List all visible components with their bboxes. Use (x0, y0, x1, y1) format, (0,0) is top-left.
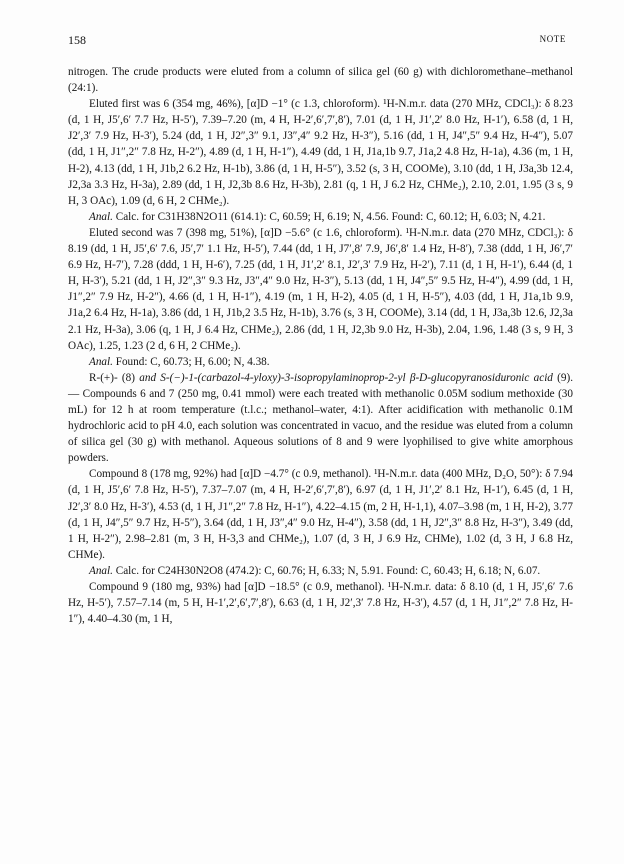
paragraph-procedure-end: nitrogen. The crude products were eluted from a column of silica gel (60 g) with dichloromethane–methanol (24:1). (68, 66, 573, 95)
page-header (68, 33, 566, 49)
paragraph-hydrolysis (68, 370, 573, 467)
paragraph-analysis-8 (68, 563, 573, 579)
paragraph-compound-9: Compound 9 (180 mg, 93%) had [α]D −18.5° (c 0.9, methanol). ¹H-N.m.r. data: δ 8.10 (d, 1 H, J5′,6′ 7.6 Hz, H-5′), 7.57–7.14 (m, 5 H, H-1′,2′,6′,7′,8′), 6.63 (d, 1 H, J2′,3′ 7.8 Hz, H-3′), 4.57 (d, 1 H, J1″,2″ 7.8 Hz, H-1″), 4.40–4.30 (m, 1 H, (68, 581, 573, 626)
analysis-values: Calc. for C24H30N2O8 (474.2): C, 60.76; H, 6.33; N, 5.91. Found: C, 60.43; H, 6.18; N, 6.07. (112, 564, 541, 577)
page-number: 158 (68, 33, 86, 47)
paragraph-compound-6: Eluted first was 6 (354 mg, 46%), [α]D −1° (c 1.3, chloroform). ¹H-N.m.r. data (270 MHz, CDCl₃): δ 8.23 (d, 1 H, J5′,6′ 7.7 Hz, H-5′), 7.39–7.20 (m, 4 H, H-2′,6′,7′,8′), 7.01 (d, 1 H, J1′,2′ 8.0 Hz, H-1′), 6.58 (d, 1 H, J2′,3′ 7.9 Hz, H-3′), 5.24 (dd, 1 H, J2″,3″ 9.1, J3″,4″ 9.2 Hz, H-3″), 5.16 (dd, 1 H, J4″,5″ 9.4 Hz, H-4″), 5.07 (dd, 1 H, J1″,2″ 7.8 Hz, H-2″), 4.89 (d, 1 H, H-1″), 4.49 (dd, 1 H, J1a,1b 9.7, J1a,2 4.8 Hz, H-1a), 4.36 (m, 1 H, H-2), 4.13 (dd, 1 H, J1b,2 6.2 Hz, H-1b), 3.86 (d, 1 H, H-5″), 3.52 (s, 3 H, COOMe), 3.10 (dd, 1 H, J3a,3b 12.4, J2,3a 3.3 Hz, H-3a), 2.89 (dd, 1 H, J2,3b 8.6 Hz, H-3b), 2.81 (q, 1 H, J 6.2 Hz, CHMe₂), 2.10, 2.01, 1.95 (3 s, 9 H, 3 OAc), 1.09 (d, 6 H, 2 CHMe₂). (68, 98, 573, 207)
analysis-label: Anal. (89, 210, 113, 223)
analysis-values: Found: C, 60.73; H, 6.00; N, 4.38. (112, 355, 270, 368)
paragraph-compound-8: Compound 8 (178 mg, 92%) had [α]D −4.7° (c 0.9, methanol). ¹H-N.m.r. data (400 MHz, D₂O, 50°): δ 7.94 (d, 1 H, J5′,6′ 7.8 Hz, H-5′), 7.37–7.07 (m, 4 H, H-2′,6′,7′,8′), 6.97 (d, 1 H, J1′,2′ 8.1 Hz, H-1′), 6.45 (d, 1 H, J2′,3′ 8.0 Hz, H-3′), 4.53 (d, 1 H, J1″,2″ 7.8 Hz, H-1″), 4.22–4.15 (m, 2 H, H-1,1), 4.07–3.98 (m, 1 H, H-2), 3.77 (d, 1 H, J4″,5″ 9.7 Hz, H-5″), 3.64 (dd, 1 H, J3″,4″ 9.0 Hz, H-4″), 3.58 (dd, 1 H, J2″,3″ 8.8 Hz, H-3″), 3.49 (dd, 1 H, H-2″), 2.98–2.81 (m, 3 H, H-3,3 and CHMe₂), 1.07 (d, 3 H, J 6.9 Hz, CHMe), 1.02 (d, 3 H, J 6.8 Hz, CHMe). (68, 468, 573, 561)
body-text (68, 64, 573, 627)
paragraph-analysis-7 (68, 354, 573, 370)
analysis-label: Anal. (89, 355, 113, 368)
hydrolysis-procedure: (9). — Compounds 6 and 7 (250 mg, 0.41 mmol) were each treated with methanolic 0.05M sodium methoxide (30 mL) for 12 h at room temperature (t.l.c.; methanol–water, 4:1). After acidification with methanolic 0.1M hydrochloric acid to pH 4.0, each solution was concentrated in vacuo, and the residue was eluted from a column of silica gel (30 g) with methanol. Aqueous solutions of 8 and 9 were lyophilised to give white amorphous powders. (68, 371, 574, 465)
analysis-values: Calc. for C31H38N2O11 (614.1): C, 60.59; H, 6.19; N, 4.56. Found: C, 60.12; H, 6.03; N, 4.21. (112, 210, 546, 223)
analysis-label: Anal. (89, 564, 113, 577)
section-label: NOTE (539, 34, 566, 44)
run-in-heading-start: R-(+)- (8) (89, 371, 140, 384)
paragraph-analysis-6 (68, 209, 573, 225)
run-in-heading: and S-(−)-1-(carbazol-4-yloxy)-3-isopropylaminoprop-2-yl β-D-glucopyranosiduronic acid (139, 371, 553, 384)
paragraph-compound-7: Eluted second was 7 (398 mg, 51%), [α]D −5.6° (c 1.6, chloroform). ¹H-N.m.r. data (270 MHz, CDCl₃): δ 8.19 (dd, 1 H, J5′,6′ 7.6, J5′,7′ 1.1 Hz, H-5′), 7.44 (dd, 1 H, J7′,8′ 7.9, J6′,8′ 1.4 Hz, H-8′), 7.38 (ddd, 1 H, J6′,7′ 6.9 Hz, H-7′), 7.28 (ddd, 1 H, H-6′), 7.25 (dd, 1 H, J1′,2′ 8.1, J2′,3′ 7.9 Hz, H-2′), 7.11 (d, 1 H, H-1′), 6.44 (d, 1 H, H-3′), 5.21 (dd, 1 H, J2″,3″ 9.3 Hz, J3″,4″ 9.0 Hz, H-3″), 5.13 (dd, 1 H, J4″,5″ 9.5 Hz, H-4″), 4.99 (dd, 1 H, J1″,2″ 7.9 Hz, H-2″), 4.66 (d, 1 H, H-1″), 4.19 (m, 1 H, H-2), 4.05 (d, 1 H, H-5″), 4.03 (dd, 1 H, J1a,1b 9.9, J1a,2 6.4 Hz, H-1a), 3.86 (dd, 1 H, J1b,2 3.5 Hz, H-1b), 3.76 (s, 3 H, COOMe), 3.14 (dd, 1 H, J3a,3b 12.6, J2,3a 2.1 Hz, H-3a), 3.06 (q, 1 H, J 6.4 Hz, CHMe₂), 2.86 (dd, 1 H, J2,3b 9.0 Hz, H-3b), 2.04, 1.96, 1.48 (3 s, 9 H, 3 OAc), 1.25, 1.23 (2 d, 6 H, 2 CHMe₂). (68, 226, 573, 352)
